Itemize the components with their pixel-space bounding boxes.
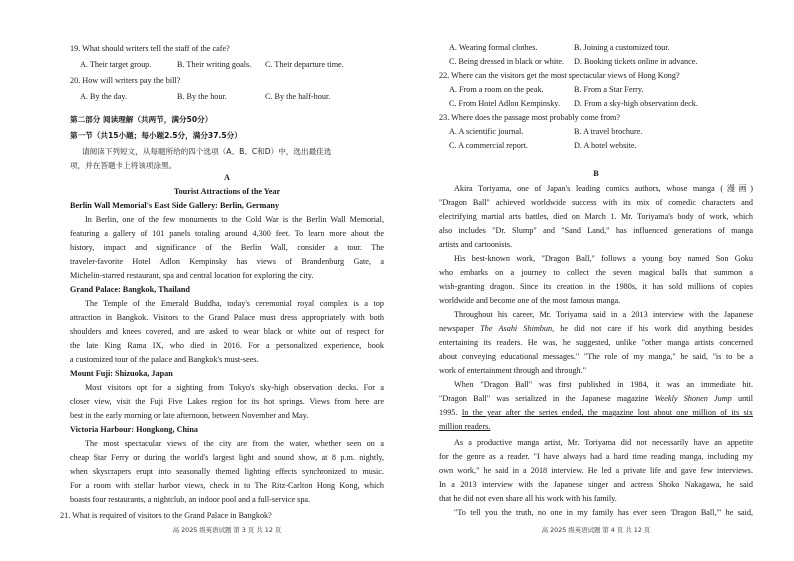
passage-a-title: Tourist Attractions of the Year	[173, 187, 281, 196]
fuji-line: closer view, visit the Fuji Five Lakes region for its hot springs. Views from here are	[70, 397, 384, 406]
p5-line: that he did not even share all his work with his family.	[439, 494, 617, 503]
fuji-line: Most visitors opt for a sighting from Tokyo's sky-high observation decks. For a	[85, 383, 384, 392]
p2-line: worldwide and become one of the most famous manga.	[439, 296, 621, 305]
p5-line: own work," he said in a 2018 interview. He led a private life and gave few interviews.	[439, 466, 753, 475]
berlin-line: traveler-favorite Hotel Adlon Kempinsky has views of Brandenburg Gate, a	[70, 257, 384, 266]
q22-option-a: A. From a room on the peak.	[449, 85, 544, 94]
passage-a-letter: A	[224, 173, 230, 182]
bangkok-line: The Temple of the Emerald Buddha, today's ceremonial royal complex is a top	[85, 299, 384, 308]
section-heading: 第二部分 阅读理解（共两节，满分50分）	[70, 115, 213, 124]
victoria-heading: Victoria Harbour: Hongkong, China	[70, 425, 198, 434]
bangkok-line: shoulders and knees covered, and are asked to wear black or white out of respect for	[70, 327, 384, 336]
berlin-line: featuring a gallery of 101 panels totaling around 4,300 feet. To learn more about the	[70, 229, 384, 238]
victoria-line: For a room with stellar harbor views, check in to The Ritz-Carlton Hong Kong, which	[70, 481, 384, 490]
p1-line: Akira Toriyama, one of Japan's leading comics authors, whose manga (漫画)	[454, 184, 753, 193]
victoria-line: cheap Star Ferry or during the world's largest light and sound show, at 8 p.m. nightly,	[70, 453, 384, 462]
right-page	[397, 0, 794, 561]
q20-option-c: C. By the half-hour.	[265, 92, 331, 101]
underlined-sentence: In the year after the series ended, the magazine lost about one million of its six	[461, 408, 754, 417]
q19-option-c: C. Their departure time.	[265, 60, 344, 69]
p1-line: electrifying martial arts battles, died on March 1. Mr. Toriyama's body of work, which	[439, 212, 753, 221]
q22-option-d: D. From a sky-high observation deck.	[574, 99, 698, 108]
p1-line: artists and cartoonists.	[439, 240, 512, 249]
q22-option-c: C. From Hotel Adlon Kempinsky.	[449, 99, 560, 108]
p3-text: , he did not care if his work did anything besides	[552, 324, 753, 333]
q22-option-b: B. From a Star Ferry.	[574, 85, 644, 94]
q23-stem: 23. Where does the passage most probably come from?	[439, 113, 621, 122]
q21-option-c: C. Being dressed in black or white.	[449, 57, 565, 66]
berlin-heading: Berlin Wall Memorial's East Side Gallery: Berlin, Germany	[70, 201, 280, 210]
victoria-line: when skyscrapers erupt into seasonally themed lighting effects synchronized to music.	[70, 467, 384, 476]
bangkok-line: the late King Rama IX, who died in 2016. For a personalized experience, book	[70, 341, 384, 350]
p3-line: entertaining its readers. He was, he suggested, unlike "other manga artists concerned	[439, 338, 753, 347]
q22-stem: 22. Where can the visitors get the most spectacular views of Hong Kong?	[439, 71, 680, 80]
newspaper-title: The Asahi Shimbun	[480, 324, 553, 333]
bangkok-heading: Grand Palace: Bangkok, Thailand	[70, 285, 190, 294]
p6-line: "To tell you the truth, no one in my family has ever seen 'Dragon Ball,'" he said,	[454, 508, 753, 517]
underlined-sentence-end: million readers.	[439, 422, 491, 431]
q23-option-b: B. A travel brochure.	[574, 127, 643, 136]
bangkok-line: a customized tour of the palace and Bangkok's must-sees.	[70, 355, 259, 364]
q19-option-b: B. Their writing goals.	[177, 60, 252, 69]
victoria-line: The most spectacular views of the city are from the water, whether seen on a	[85, 439, 384, 448]
p4-text: "Dragon Ball" was serialized in the Japanese magazine	[439, 394, 655, 403]
q21-option-d: D. Booking tickets online in advance.	[574, 57, 698, 66]
q23-option-a: A. A scientific journal.	[449, 127, 524, 136]
q21-option-b: B. Joining a customized tour.	[574, 43, 670, 52]
berlin-line: history, impact and significance of the Berlin Wall, consider a tour. The	[70, 243, 384, 252]
p3-line: work of entertainment through and through."	[439, 366, 587, 375]
p3-line	[439, 323, 753, 334]
p4-text: 1995.	[439, 408, 462, 417]
page-footer-right: 高 2025 级英语试题 第 4 页 共 12 页	[541, 526, 651, 534]
p5-line: for the genre as a reader. "I have always had a hard time reading manga, including my	[439, 452, 753, 461]
p4-text: until	[731, 394, 753, 403]
q21-stem: 21. What is required of visitors to the Grand Palace in Bangkok?	[60, 511, 272, 520]
p1-line: "Dragon Ball" achieved worldwide success with its mix of comedic characters and	[439, 198, 753, 207]
q23-option-c: C. A commercial report.	[449, 141, 528, 150]
p4-line: When "Dragon Ball" was first published in 1984, it was an immediate hit.	[454, 380, 753, 389]
fuji-heading: Mount Fuji: Shizuoka, Japan	[70, 369, 173, 378]
section-subheading: 第一节（共15小题；每小题2.5分，满分37.5分）	[70, 131, 242, 140]
p2-line: wish-granting dragon. Since its creation in the 1980s, it has sold millions of copies	[439, 282, 753, 291]
instruction-line-1: 请阅读下列短文，从每题所给的四个选项（A、B、C和D）中，选出最佳选	[82, 147, 332, 156]
fuji-line: best in the early morning or late afternoon, between November and May.	[70, 411, 309, 420]
q20-option-b: B. By the hour.	[177, 92, 227, 101]
instruction-line-2: 项，并在答题卡上将该项涂黑。	[70, 161, 177, 170]
p2-line: who embarks on a journey to collect the seven magical balls that summon a	[439, 268, 753, 277]
p4-line	[439, 407, 753, 418]
magazine-title: Weekly Shonen Jump	[654, 394, 732, 403]
q23-option-d: D. A hotel website.	[574, 141, 637, 150]
q21-option-a: A. Wearing formal clothes.	[449, 43, 538, 52]
p5-line: As a productive manga artist, Mr. Toriyama did not necessarily have an appetite	[454, 438, 753, 447]
berlin-line: Michelin-starred restaurant, spa and central location for exploring the city.	[70, 271, 314, 280]
q19-stem: 19. What should writers tell the staff of the cafe?	[70, 44, 230, 53]
p4-line	[439, 393, 753, 404]
p3-text: newspaper	[439, 324, 481, 333]
q19-option-a: A. Their target group.	[80, 60, 152, 69]
q20-stem: 20. How will writers pay the bill?	[70, 76, 181, 85]
p3-line: Throughout his career, Mr. Toriyama said in a 2013 interview with the Japanese	[454, 310, 753, 319]
q20-option-a: A. By the day.	[80, 92, 127, 101]
berlin-line: In Berlin, one of the few monuments to the Cold War is the Berlin Wall Memorial,	[85, 215, 384, 224]
passage-b-letter: B	[593, 169, 599, 178]
p1-line: also includes "Dr. Slump" and "Sand Land," has influenced generations of manga	[439, 226, 753, 235]
victoria-line: boasts four restaurants, a nightclub, an indoor pool and a full-service spa.	[70, 495, 311, 504]
bangkok-line: attraction in Bangkok. Visitors to the Grand Palace must dress appropriately with both	[70, 313, 384, 322]
page-footer-left: 高 2025 级英语试题 第 3 页 共 12 页	[172, 526, 282, 534]
p3-line: about conveying educational messages." "The role of my manga," he said, "is to be a	[439, 352, 753, 361]
p5-line: In a 2013 interview with the Japanese singer and actress Shoko Nakagawa, he said	[439, 480, 753, 489]
p2-line: His best-known work, "Dragon Ball," follows a young boy named Son Goku	[454, 254, 753, 263]
